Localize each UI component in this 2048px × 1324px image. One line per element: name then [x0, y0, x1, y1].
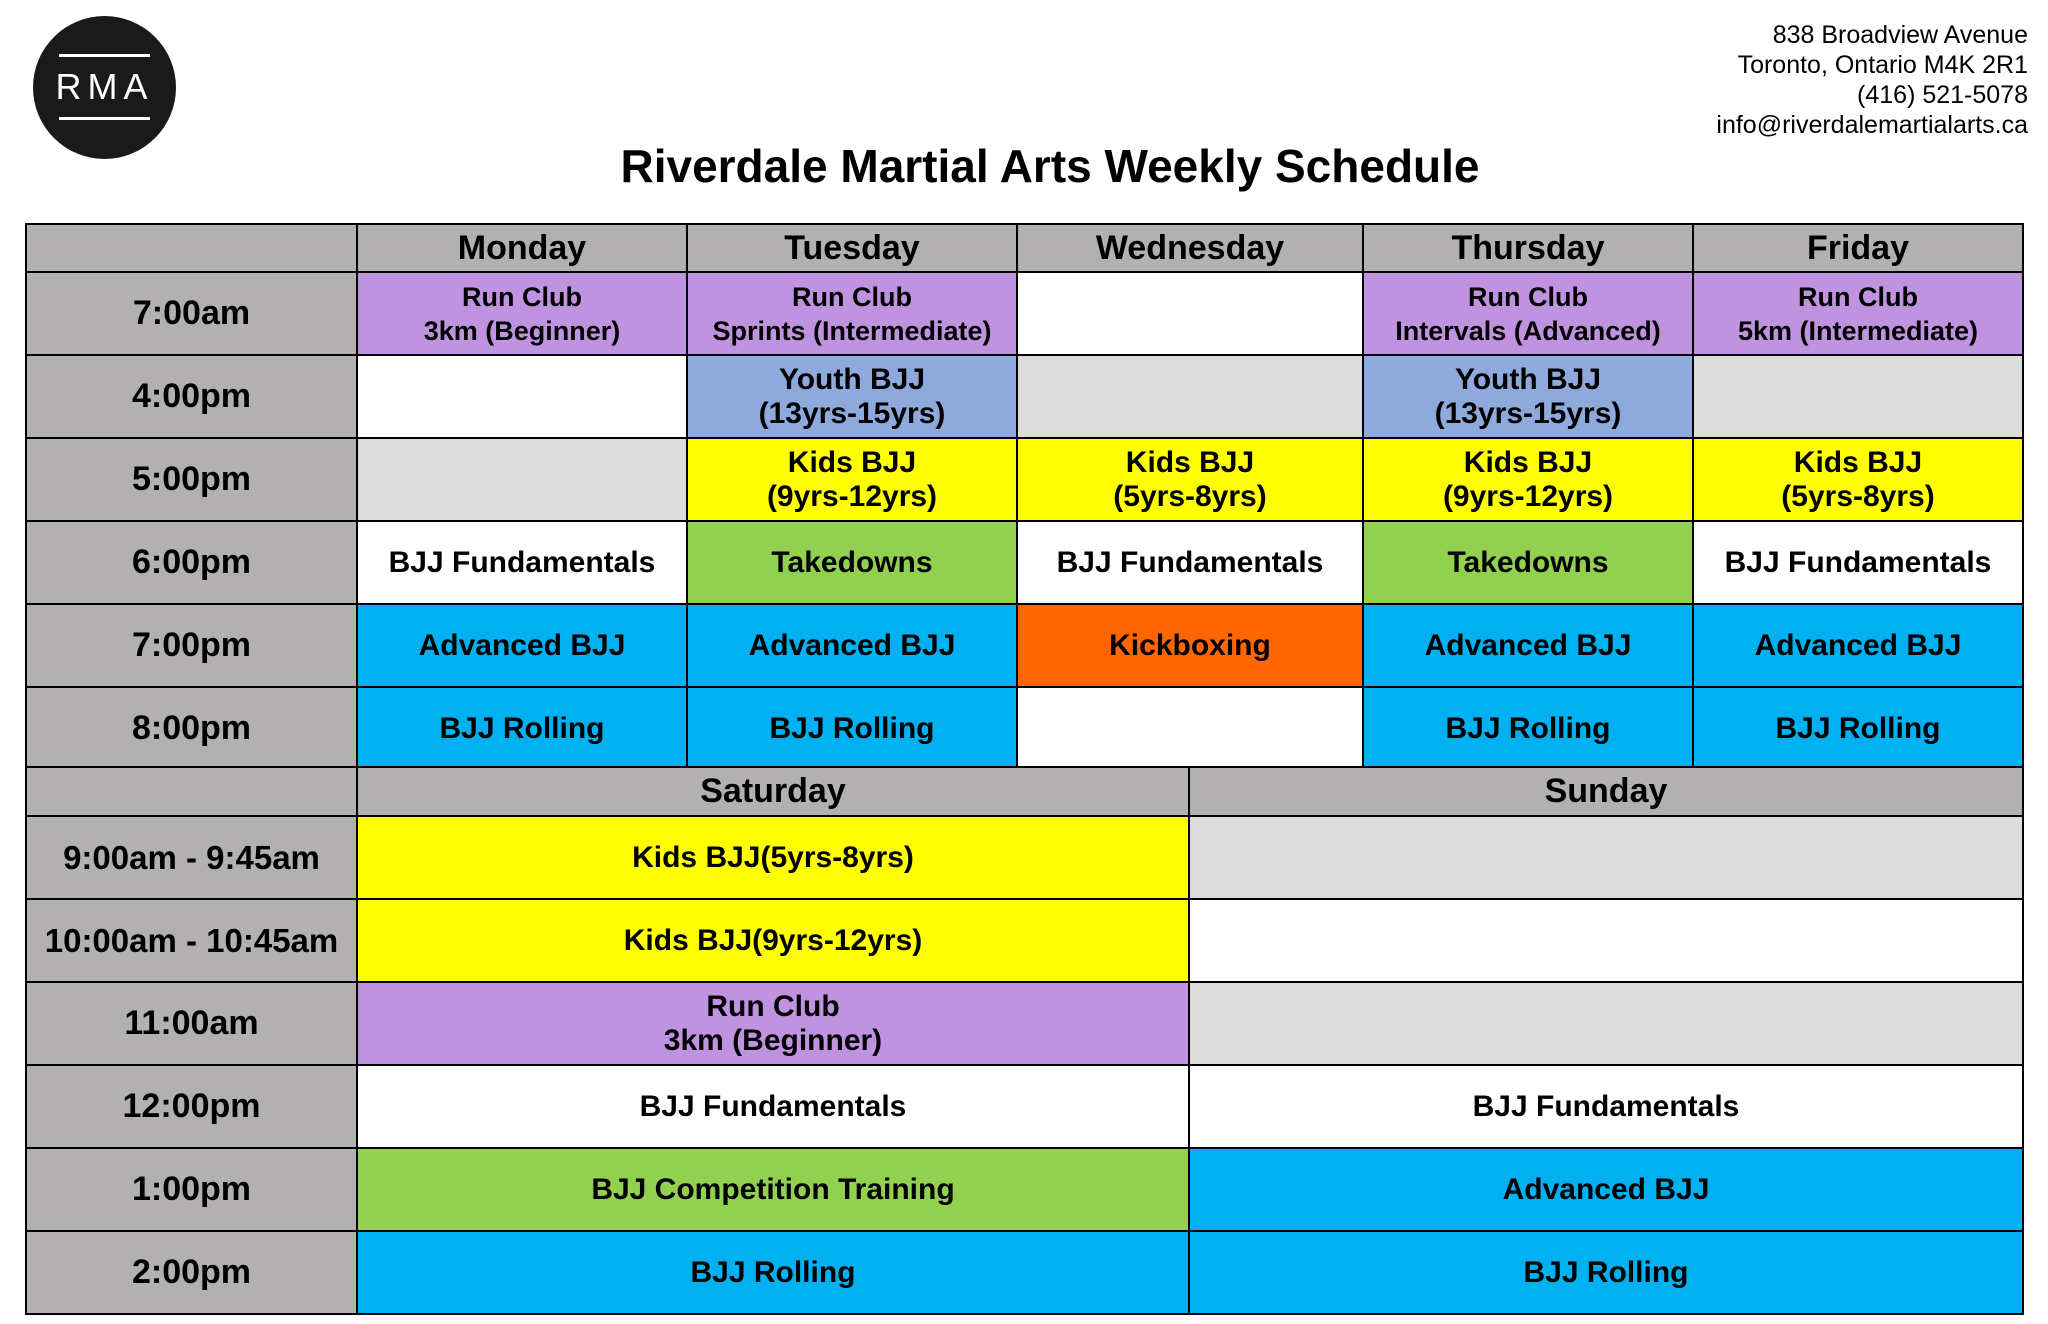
class-cell-monday[interactable]	[357, 687, 687, 770]
table-row	[26, 1148, 2023, 1231]
class-cell-tuesday[interactable]	[687, 355, 1017, 438]
address-street: 838 Broadview Avenue	[1772, 21, 2028, 49]
weekend-header-row	[26, 767, 2023, 816]
class-name	[688, 439, 1016, 520]
table-row	[26, 438, 2023, 521]
class-detail: (13yrs-15yrs)	[1434, 396, 1622, 430]
empty-slot-friday	[1693, 355, 2023, 438]
time-label: 5:00pm	[26, 438, 357, 521]
class-title: Run Club	[706, 989, 840, 1023]
day-header-thursday: Thursday	[1363, 224, 1693, 272]
class-cell-thursday[interactable]	[1363, 355, 1693, 438]
class-title: BJJ Rolling	[1445, 711, 1611, 745]
class-cell-tuesday[interactable]	[687, 687, 1017, 770]
class-title: BJJ Competition Training	[591, 1172, 955, 1206]
class-cell-saturday[interactable]	[357, 816, 1189, 899]
class-title: Youth BJJ	[778, 362, 926, 396]
class-title: Takedowns	[1447, 545, 1609, 579]
class-cell-monday[interactable]	[357, 272, 687, 355]
class-name	[688, 356, 1016, 437]
class-name	[1018, 522, 1362, 603]
class-name	[358, 1232, 1188, 1313]
class-name	[1364, 688, 1692, 769]
class-name	[358, 273, 686, 354]
table-row	[26, 816, 2023, 899]
class-cell-tuesday[interactable]	[687, 272, 1017, 355]
empty-slot-sunday	[1189, 816, 2023, 899]
class-name	[1018, 439, 1362, 520]
time-label: 7:00am	[26, 272, 357, 355]
class-name	[1364, 356, 1692, 437]
weekday-header-row	[26, 224, 2023, 272]
table-row	[26, 1065, 2023, 1148]
class-title: Advanced BJJ	[1754, 628, 1962, 662]
class-cell-sunday[interactable]	[1189, 1148, 2023, 1231]
logo-text: RMA	[55, 66, 154, 107]
class-name	[358, 983, 1188, 1064]
class-detail: (5yrs-8yrs)	[1113, 479, 1267, 513]
day-header-friday: Friday	[1693, 224, 2023, 272]
class-title: Advanced BJJ	[418, 628, 626, 662]
class-name	[358, 1066, 1188, 1147]
table-row	[26, 355, 2023, 438]
table-row	[26, 982, 2023, 1065]
class-name	[1694, 688, 2022, 769]
class-title: Kids BJJ(5yrs-8yrs)	[632, 840, 914, 874]
class-name	[1694, 273, 2022, 354]
class-cell-monday[interactable]	[357, 604, 687, 687]
class-title: Kickboxing	[1109, 628, 1271, 662]
class-cell-tuesday[interactable]	[687, 521, 1017, 604]
time-label: 7:00pm	[26, 604, 357, 687]
class-cell-friday[interactable]	[1693, 604, 2023, 687]
class-name	[358, 522, 686, 603]
class-name	[1190, 1066, 2022, 1147]
empty-slot-wednesday	[1017, 687, 1363, 770]
page-title: Riverdale Martial Arts Weekly Schedule	[620, 140, 1480, 192]
address-city: Toronto, Ontario M4K 2R1	[1737, 51, 2028, 79]
class-name	[1364, 522, 1692, 603]
class-cell-friday[interactable]	[1693, 521, 2023, 604]
class-cell-thursday[interactable]	[1363, 687, 1693, 770]
table-row	[26, 899, 2023, 982]
time-label: 10:00am - 10:45am	[26, 899, 357, 982]
time-label: 8:00pm	[26, 687, 357, 770]
class-title: Run Club	[792, 281, 912, 312]
time-label: 6:00pm	[26, 521, 357, 604]
class-detail: 3km (Beginner)	[663, 1023, 883, 1057]
class-cell-saturday[interactable]	[357, 1065, 1189, 1148]
class-name	[688, 273, 1016, 354]
class-cell-saturday[interactable]	[357, 982, 1189, 1065]
empty-slot-wednesday	[1017, 355, 1363, 438]
class-detail: 5km (Intermediate)	[1737, 315, 1979, 346]
logo-top-line	[59, 54, 150, 57]
class-title: BJJ Rolling	[690, 1255, 856, 1289]
class-cell-saturday[interactable]	[357, 1231, 1189, 1314]
class-cell-thursday[interactable]	[1363, 272, 1693, 355]
empty-slot-wednesday	[1017, 272, 1363, 355]
logo-bottom-line	[59, 117, 150, 120]
time-label: 2:00pm	[26, 1231, 357, 1314]
class-title: Advanced BJJ	[1424, 628, 1632, 662]
time-label: 4:00pm	[26, 355, 357, 438]
class-title: BJJ Fundamentals	[1472, 1089, 1740, 1123]
weekend-corner-cell	[26, 767, 357, 816]
class-cell-monday[interactable]	[357, 521, 687, 604]
address-email[interactable]: info@riverdalemartialarts.ca	[1716, 111, 2028, 139]
class-title: BJJ Fundamentals	[388, 545, 656, 579]
class-name	[688, 605, 1016, 686]
class-cell-thursday[interactable]	[1363, 438, 1693, 521]
class-cell-tuesday[interactable]	[687, 438, 1017, 521]
day-header-tuesday: Tuesday	[687, 224, 1017, 272]
class-detail: (13yrs-15yrs)	[758, 396, 946, 430]
class-title: BJJ Fundamentals	[639, 1089, 907, 1123]
table-row	[26, 272, 2023, 355]
class-title: Youth BJJ	[1454, 362, 1602, 396]
class-detail: (9yrs-12yrs)	[766, 479, 938, 513]
class-name	[1018, 605, 1362, 686]
class-name	[688, 688, 1016, 769]
class-name	[1694, 439, 2022, 520]
class-name	[358, 688, 686, 769]
class-detail: (9yrs-12yrs)	[1442, 479, 1614, 513]
class-title: Kids BJJ(9yrs-12yrs)	[623, 923, 923, 957]
day-header-wednesday: Wednesday	[1017, 224, 1363, 272]
class-title: BJJ Rolling	[1775, 711, 1941, 745]
empty-slot-sunday	[1189, 899, 2023, 982]
day-header-monday: Monday	[357, 224, 687, 272]
time-label: 9:00am - 9:45am	[26, 816, 357, 899]
class-title: Takedowns	[771, 545, 933, 579]
class-cell-sunday[interactable]	[1189, 1231, 2023, 1314]
time-label: 11:00am	[26, 982, 357, 1065]
class-name	[358, 1149, 1188, 1230]
class-name	[358, 817, 1188, 898]
class-title: Kids BJJ	[1463, 445, 1593, 479]
class-cell-friday[interactable]	[1693, 272, 2023, 355]
table-row	[26, 604, 2023, 687]
class-title: Run Club	[462, 281, 582, 312]
class-cell-wednesday[interactable]	[1017, 604, 1363, 687]
empty-slot-sunday	[1189, 982, 2023, 1065]
table-row	[26, 687, 2023, 770]
class-detail: (5yrs-8yrs)	[1781, 479, 1935, 513]
class-title: Advanced BJJ	[1502, 1172, 1710, 1206]
class-name	[1694, 522, 2022, 603]
class-name	[1694, 605, 2022, 686]
class-title: BJJ Rolling	[769, 711, 935, 745]
class-cell-tuesday[interactable]	[687, 604, 1017, 687]
class-title: Advanced BJJ	[748, 628, 956, 662]
weekend-schedule-table	[25, 766, 2024, 1315]
class-title: Run Club	[1468, 281, 1588, 312]
class-cell-wednesday[interactable]	[1017, 438, 1363, 521]
class-name	[1190, 1232, 2022, 1313]
class-title: Kids BJJ	[1125, 445, 1255, 479]
class-detail: 3km (Beginner)	[423, 315, 621, 346]
time-label: 1:00pm	[26, 1148, 357, 1231]
class-title: Run Club	[1798, 281, 1918, 312]
class-cell-wednesday[interactable]	[1017, 521, 1363, 604]
class-name	[1364, 605, 1692, 686]
empty-slot-monday	[357, 355, 687, 438]
class-name	[688, 522, 1016, 603]
day-header-saturday: Saturday	[357, 767, 1189, 816]
weekday-corner-cell	[26, 224, 357, 272]
class-name	[358, 900, 1188, 981]
class-title: BJJ Fundamentals	[1056, 545, 1324, 579]
address-phone: (416) 521-5078	[1857, 81, 2028, 109]
class-title: BJJ Fundamentals	[1724, 545, 1992, 579]
class-cell-saturday[interactable]	[357, 1148, 1189, 1231]
class-title: BJJ Rolling	[439, 711, 605, 745]
class-title: Kids BJJ	[1793, 445, 1923, 479]
class-title: Kids BJJ	[787, 445, 917, 479]
class-name	[1190, 1149, 2022, 1230]
class-cell-sunday[interactable]	[1189, 1065, 2023, 1148]
class-name	[1364, 273, 1692, 354]
weekday-schedule-table	[25, 223, 2024, 771]
class-name	[358, 605, 686, 686]
address-block	[1716, 20, 2028, 140]
class-cell-friday[interactable]	[1693, 687, 2023, 770]
class-title: BJJ Rolling	[1523, 1255, 1689, 1289]
class-name	[1364, 439, 1692, 520]
class-detail: Intervals (Advanced)	[1395, 315, 1661, 346]
class-cell-saturday[interactable]	[357, 899, 1189, 982]
class-cell-friday[interactable]	[1693, 438, 2023, 521]
class-cell-thursday[interactable]	[1363, 521, 1693, 604]
time-label: 12:00pm	[26, 1065, 357, 1148]
table-row	[26, 521, 2023, 604]
class-cell-thursday[interactable]	[1363, 604, 1693, 687]
table-row	[26, 1231, 2023, 1314]
day-header-sunday: Sunday	[1189, 767, 2023, 816]
empty-slot-monday	[357, 438, 687, 521]
class-detail: Sprints (Intermediate)	[712, 315, 992, 346]
